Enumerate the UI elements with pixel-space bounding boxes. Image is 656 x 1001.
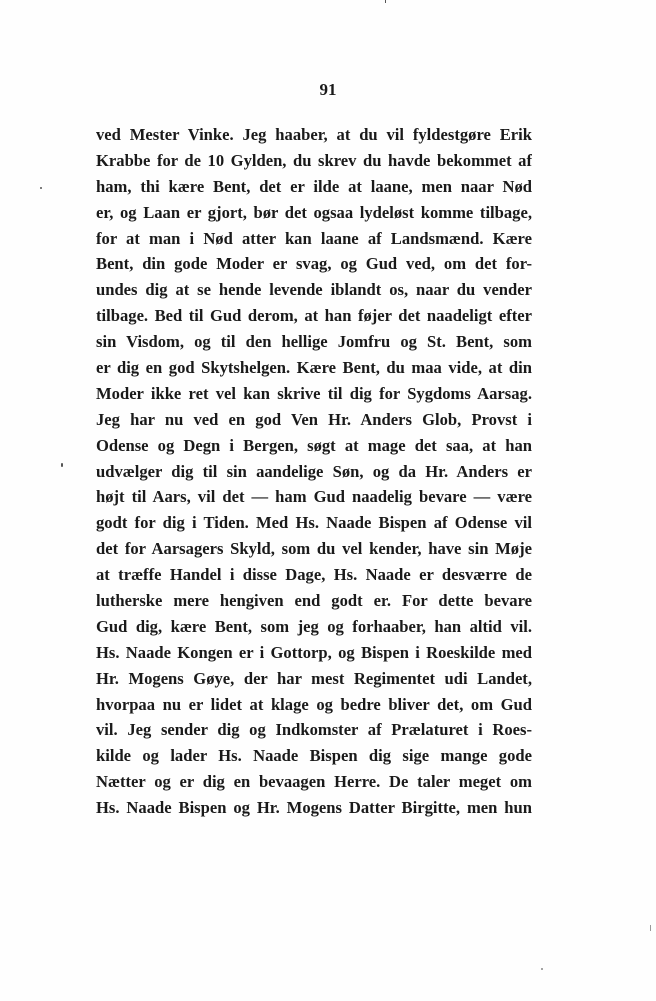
text-line: Gud dig, kære Bent, som jeg og forhaaber, han altid vil. [96, 616, 532, 636]
text-line: godt for dig i Tiden. Med Hs. Naade Bispen af Odense vil [96, 513, 532, 533]
text-line: er, og Laan er gjort, bør det ogsaa lydeløst komme tilbage, [96, 202, 532, 222]
text-line: Hs. Naade Bispen og Hr. Mogens Datter Birgitte, men hun [96, 798, 532, 818]
text-line: højt til Aars, vil det — ham Gud naadelig bevare — være [96, 487, 532, 507]
text-line: Nætter og er dig en bevaagen Herre. De taler meget om [96, 772, 532, 792]
page-number: 91 [319, 80, 337, 99]
scan-speck [650, 925, 651, 931]
text-line: kilde og lader Hs. Naade Bispen dig sige mange gode [96, 746, 532, 766]
text-line: lutherske mere hengiven end godt er. For dette bevare [96, 591, 532, 611]
scan-speck [385, 0, 386, 3]
scan-speck [40, 187, 42, 189]
text-line: for at man i Nød atter kan laane af Landsmænd. Kære [96, 228, 532, 248]
text-line: Moder ikke ret vel kan skrive til dig for Sygdoms Aarsag. [96, 383, 532, 403]
body-text [96, 122, 532, 821]
text-line: Hs. Naade Kongen er i Gottorp, og Bispen i Roeskilde med [96, 642, 532, 662]
text-line: det for Aarsagers Skyld, som du vel kender, have sin Møje [96, 539, 532, 559]
text-line: udvælger dig til sin aandelige Søn, og da Hr. Anders er [96, 461, 532, 481]
text-line: Odense og Degn i Bergen, søgt at mage det saa, at han [96, 435, 532, 455]
scan-speck [61, 463, 63, 467]
scan-speck [541, 968, 543, 970]
text-line: ham, thi kære Bent, det er ilde at laane, men naar Nød [96, 176, 532, 196]
text-line: er dig en god Skytshelgen. Kære Bent, du maa vide, at din [96, 358, 532, 378]
text-line: Hr. Mogens Gøye, der har mest Regimentet udi Landet, [96, 668, 532, 688]
text-line: Bent, din gode Moder er svag, og Gud ved, om det for- [96, 254, 532, 274]
text-line: sin Visdom, og til den hellige Jomfru og St. Bent, som [96, 332, 532, 352]
text-line: vil. Jeg sender dig og Indkomster af Prælaturet i Roes- [96, 720, 532, 740]
text-line: ved Mester Vinke. Jeg haaber, at du vil fyldestgøre Erik [96, 125, 532, 144]
text-line: Jeg har nu ved en god Ven Hr. Anders Glob, Provst i [96, 409, 532, 429]
text-line: at træffe Handel i disse Dage, Hs. Naade er desværre de [96, 565, 532, 585]
text-line: undes dig at se hende levende iblandt os, naar du vender [96, 280, 532, 300]
text-line: tilbage. Bed til Gud derom, at han føjer det naadeligt efter [96, 306, 532, 326]
text-line: hvorpaa nu er lidet at klage og bedre bliver det, om Gud [96, 694, 532, 714]
text-line: Krabbe for de 10 Gylden, du skrev du havde bekommet af [96, 150, 532, 170]
